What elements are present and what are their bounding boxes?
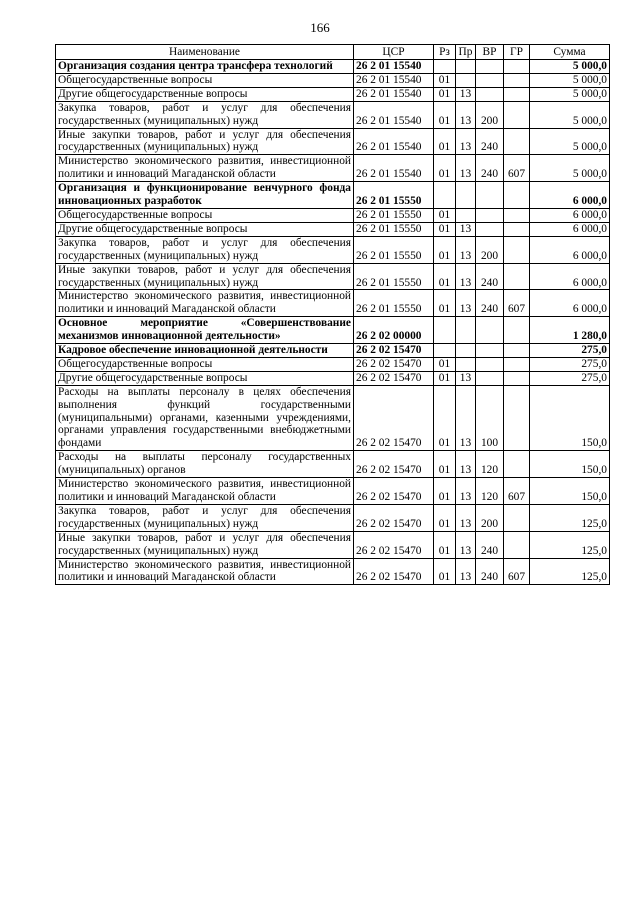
cell-csr: 26 2 02 15470: [354, 357, 434, 371]
cell-sum: 125,0: [530, 558, 610, 585]
cell-gr: [504, 222, 530, 236]
cell-pr: 13: [456, 385, 476, 451]
cell-rz: [434, 317, 456, 344]
cell-name: Иные закупки товаров, работ и услуг для обеспечения государственных (муниципальных) нужд: [56, 128, 354, 155]
table-row: [56, 60, 610, 74]
table-row: [56, 208, 610, 222]
cell-gr: 607: [504, 558, 530, 585]
cell-vr: 240: [476, 558, 504, 585]
cell-pr: [456, 317, 476, 344]
header-gr: ГР: [504, 45, 530, 60]
header-rz: Рз: [434, 45, 456, 60]
cell-csr: 26 2 02 15470: [354, 344, 434, 358]
table-row: [56, 344, 610, 358]
table-row: [56, 182, 610, 209]
cell-name: Общегосударственные вопросы: [56, 357, 354, 371]
table-row: [56, 504, 610, 531]
cell-vr: [476, 73, 504, 87]
cell-csr: 26 2 01 15540: [354, 155, 434, 182]
cell-sum: 5 000,0: [530, 73, 610, 87]
cell-csr: 26 2 01 15550: [354, 208, 434, 222]
cell-gr: [504, 451, 530, 478]
cell-gr: [504, 504, 530, 531]
cell-csr: 26 2 02 15470: [354, 531, 434, 558]
cell-vr: [476, 371, 504, 385]
cell-rz: [434, 344, 456, 358]
cell-csr: 26 2 01 15540: [354, 60, 434, 74]
cell-rz: 01: [434, 263, 456, 290]
cell-rz: 01: [434, 371, 456, 385]
cell-gr: 607: [504, 478, 530, 505]
cell-sum: 150,0: [530, 478, 610, 505]
cell-vr: 120: [476, 478, 504, 505]
cell-vr: 240: [476, 155, 504, 182]
cell-sum: 6 000,0: [530, 222, 610, 236]
header-pr: Пр: [456, 45, 476, 60]
cell-name: Основное мероприятие «Совершенствование механизмов инновационной деятельности»: [56, 317, 354, 344]
cell-rz: 01: [434, 87, 456, 101]
cell-sum: 6 000,0: [530, 208, 610, 222]
cell-name: Организация создания центра трансфера технологий: [56, 60, 354, 74]
cell-csr: 26 2 01 15540: [354, 73, 434, 87]
cell-rz: 01: [434, 101, 456, 128]
cell-pr: 13: [456, 478, 476, 505]
cell-name: Иные закупки товаров, работ и услуг для обеспечения государственных (муниципальных) нужд: [56, 263, 354, 290]
cell-sum: 6 000,0: [530, 236, 610, 263]
cell-rz: 01: [434, 385, 456, 451]
cell-vr: 200: [476, 101, 504, 128]
cell-rz: 01: [434, 155, 456, 182]
cell-name: Общегосударственные вопросы: [56, 73, 354, 87]
cell-csr: 26 2 01 15550: [354, 222, 434, 236]
cell-csr: 26 2 01 15550: [354, 290, 434, 317]
cell-vr: 200: [476, 504, 504, 531]
table-row: [56, 478, 610, 505]
cell-gr: [504, 60, 530, 74]
cell-gr: [504, 357, 530, 371]
cell-gr: [504, 385, 530, 451]
table-row: [56, 451, 610, 478]
cell-csr: 26 2 02 15470: [354, 371, 434, 385]
cell-sum: 5 000,0: [530, 155, 610, 182]
cell-name: Другие общегосударственные вопросы: [56, 371, 354, 385]
cell-pr: 13: [456, 222, 476, 236]
cell-csr: 26 2 01 15540: [354, 87, 434, 101]
cell-vr: 100: [476, 385, 504, 451]
cell-name: Другие общегосударственные вопросы: [56, 87, 354, 101]
cell-csr: 26 2 02 15470: [354, 504, 434, 531]
cell-vr: 240: [476, 531, 504, 558]
cell-csr: 26 2 02 00000: [354, 317, 434, 344]
table-row: [56, 87, 610, 101]
cell-gr: [504, 531, 530, 558]
cell-sum: 5 000,0: [530, 101, 610, 128]
table-row: [56, 101, 610, 128]
budget-table: [55, 44, 610, 585]
cell-gr: [504, 317, 530, 344]
cell-sum: 275,0: [530, 371, 610, 385]
cell-name: Закупка товаров, работ и услуг для обеспечения государственных (муниципальных) нужд: [56, 504, 354, 531]
cell-sum: 6 000,0: [530, 290, 610, 317]
header-name: Наименование: [56, 45, 354, 60]
cell-vr: 120: [476, 451, 504, 478]
cell-name: Министерство экономического развития, инвестиционной политики и инноваций Магаданской области: [56, 155, 354, 182]
table-row: [56, 222, 610, 236]
header-csr: ЦСР: [354, 45, 434, 60]
table-row: [56, 558, 610, 585]
cell-sum: 275,0: [530, 344, 610, 358]
cell-name: Расходы на выплаты персоналу государственных (муниципальных) органов: [56, 451, 354, 478]
cell-vr: 200: [476, 236, 504, 263]
cell-sum: 5 000,0: [530, 60, 610, 74]
cell-csr: 26 2 01 15550: [354, 182, 434, 209]
cell-sum: 275,0: [530, 357, 610, 371]
cell-pr: 13: [456, 87, 476, 101]
cell-sum: 5 000,0: [530, 128, 610, 155]
table-row: [56, 531, 610, 558]
table-row: [56, 357, 610, 371]
cell-rz: 01: [434, 357, 456, 371]
cell-csr: 26 2 01 15540: [354, 101, 434, 128]
cell-sum: 150,0: [530, 385, 610, 451]
cell-rz: 01: [434, 73, 456, 87]
cell-gr: [504, 371, 530, 385]
cell-pr: 13: [456, 263, 476, 290]
cell-csr: 26 2 01 15540: [354, 128, 434, 155]
cell-name: Общегосударственные вопросы: [56, 208, 354, 222]
cell-sum: 6 000,0: [530, 263, 610, 290]
cell-csr: 26 2 02 15470: [354, 451, 434, 478]
header-vr: ВР: [476, 45, 504, 60]
cell-rz: 01: [434, 451, 456, 478]
table-row: [56, 385, 610, 451]
cell-name: Министерство экономического развития, инвестиционной политики и инноваций Магаданской области: [56, 558, 354, 585]
header-sum: Сумма: [530, 45, 610, 60]
cell-name: Кадровое обеспечение инновационной деятельности: [56, 344, 354, 358]
cell-sum: 1 280,0: [530, 317, 610, 344]
table-row: [56, 317, 610, 344]
cell-rz: 01: [434, 236, 456, 263]
cell-pr: [456, 208, 476, 222]
cell-rz: 01: [434, 290, 456, 317]
cell-vr: [476, 208, 504, 222]
cell-vr: [476, 222, 504, 236]
header-row: [56, 45, 610, 60]
cell-sum: 125,0: [530, 504, 610, 531]
cell-vr: 240: [476, 128, 504, 155]
cell-sum: 150,0: [530, 451, 610, 478]
cell-csr: 26 2 01 15550: [354, 263, 434, 290]
cell-name: Иные закупки товаров, работ и услуг для обеспечения государственных (муниципальных) нужд: [56, 531, 354, 558]
cell-gr: [504, 128, 530, 155]
cell-rz: 01: [434, 208, 456, 222]
cell-rz: 01: [434, 531, 456, 558]
cell-pr: 13: [456, 531, 476, 558]
cell-gr: [504, 73, 530, 87]
cell-vr: [476, 344, 504, 358]
cell-rz: 01: [434, 222, 456, 236]
cell-gr: [504, 182, 530, 209]
cell-vr: [476, 87, 504, 101]
cell-pr: 13: [456, 236, 476, 263]
cell-pr: [456, 357, 476, 371]
cell-pr: 13: [456, 101, 476, 128]
cell-pr: 13: [456, 155, 476, 182]
cell-vr: 240: [476, 290, 504, 317]
cell-csr: 26 2 02 15470: [354, 385, 434, 451]
cell-pr: 13: [456, 290, 476, 317]
cell-name: Другие общегосударственные вопросы: [56, 222, 354, 236]
table-row: [56, 236, 610, 263]
cell-vr: [476, 182, 504, 209]
cell-sum: 5 000,0: [530, 87, 610, 101]
cell-pr: 13: [456, 504, 476, 531]
cell-pr: [456, 344, 476, 358]
cell-pr: [456, 73, 476, 87]
cell-csr: 26 2 01 15550: [354, 236, 434, 263]
cell-rz: 01: [434, 558, 456, 585]
page-number: 166: [310, 20, 330, 35]
table-row: [56, 155, 610, 182]
cell-csr: 26 2 02 15470: [354, 478, 434, 505]
cell-gr: [504, 344, 530, 358]
cell-vr: [476, 357, 504, 371]
table-row: [56, 263, 610, 290]
cell-rz: 01: [434, 478, 456, 505]
cell-name: Министерство экономического развития, инвестиционной политики и инноваций Магаданской области: [56, 290, 354, 317]
cell-gr: [504, 101, 530, 128]
cell-gr: 607: [504, 155, 530, 182]
cell-pr: 13: [456, 371, 476, 385]
cell-pr: [456, 182, 476, 209]
cell-pr: [456, 60, 476, 74]
table-row: [56, 290, 610, 317]
cell-pr: 13: [456, 128, 476, 155]
table-row: [56, 73, 610, 87]
cell-vr: [476, 60, 504, 74]
cell-vr: 240: [476, 263, 504, 290]
cell-name: Закупка товаров, работ и услуг для обеспечения государственных (муниципальных) нужд: [56, 101, 354, 128]
table-row: [56, 371, 610, 385]
cell-sum: 125,0: [530, 531, 610, 558]
table-row: [56, 128, 610, 155]
cell-csr: 26 2 02 15470: [354, 558, 434, 585]
cell-pr: 13: [456, 558, 476, 585]
cell-rz: 01: [434, 128, 456, 155]
cell-pr: 13: [456, 451, 476, 478]
cell-rz: [434, 60, 456, 74]
cell-rz: 01: [434, 504, 456, 531]
cell-name: Министерство экономического развития, инвестиционной политики и инноваций Магаданской области: [56, 478, 354, 505]
cell-gr: [504, 263, 530, 290]
cell-sum: 6 000,0: [530, 182, 610, 209]
cell-gr: [504, 208, 530, 222]
cell-name: Расходы на выплаты персоналу в целях обеспечения выполнения функций государственными (муниципальными) органами, казенными учреждениями, органами управления государственными внебюджетными фондами: [56, 385, 354, 451]
cell-gr: 607: [504, 290, 530, 317]
cell-gr: [504, 236, 530, 263]
cell-vr: [476, 317, 504, 344]
cell-gr: [504, 87, 530, 101]
cell-name: Закупка товаров, работ и услуг для обеспечения государственных (муниципальных) нужд: [56, 236, 354, 263]
cell-rz: [434, 182, 456, 209]
cell-name: Организация и функционирование венчурного фонда инновационных разработок: [56, 182, 354, 209]
